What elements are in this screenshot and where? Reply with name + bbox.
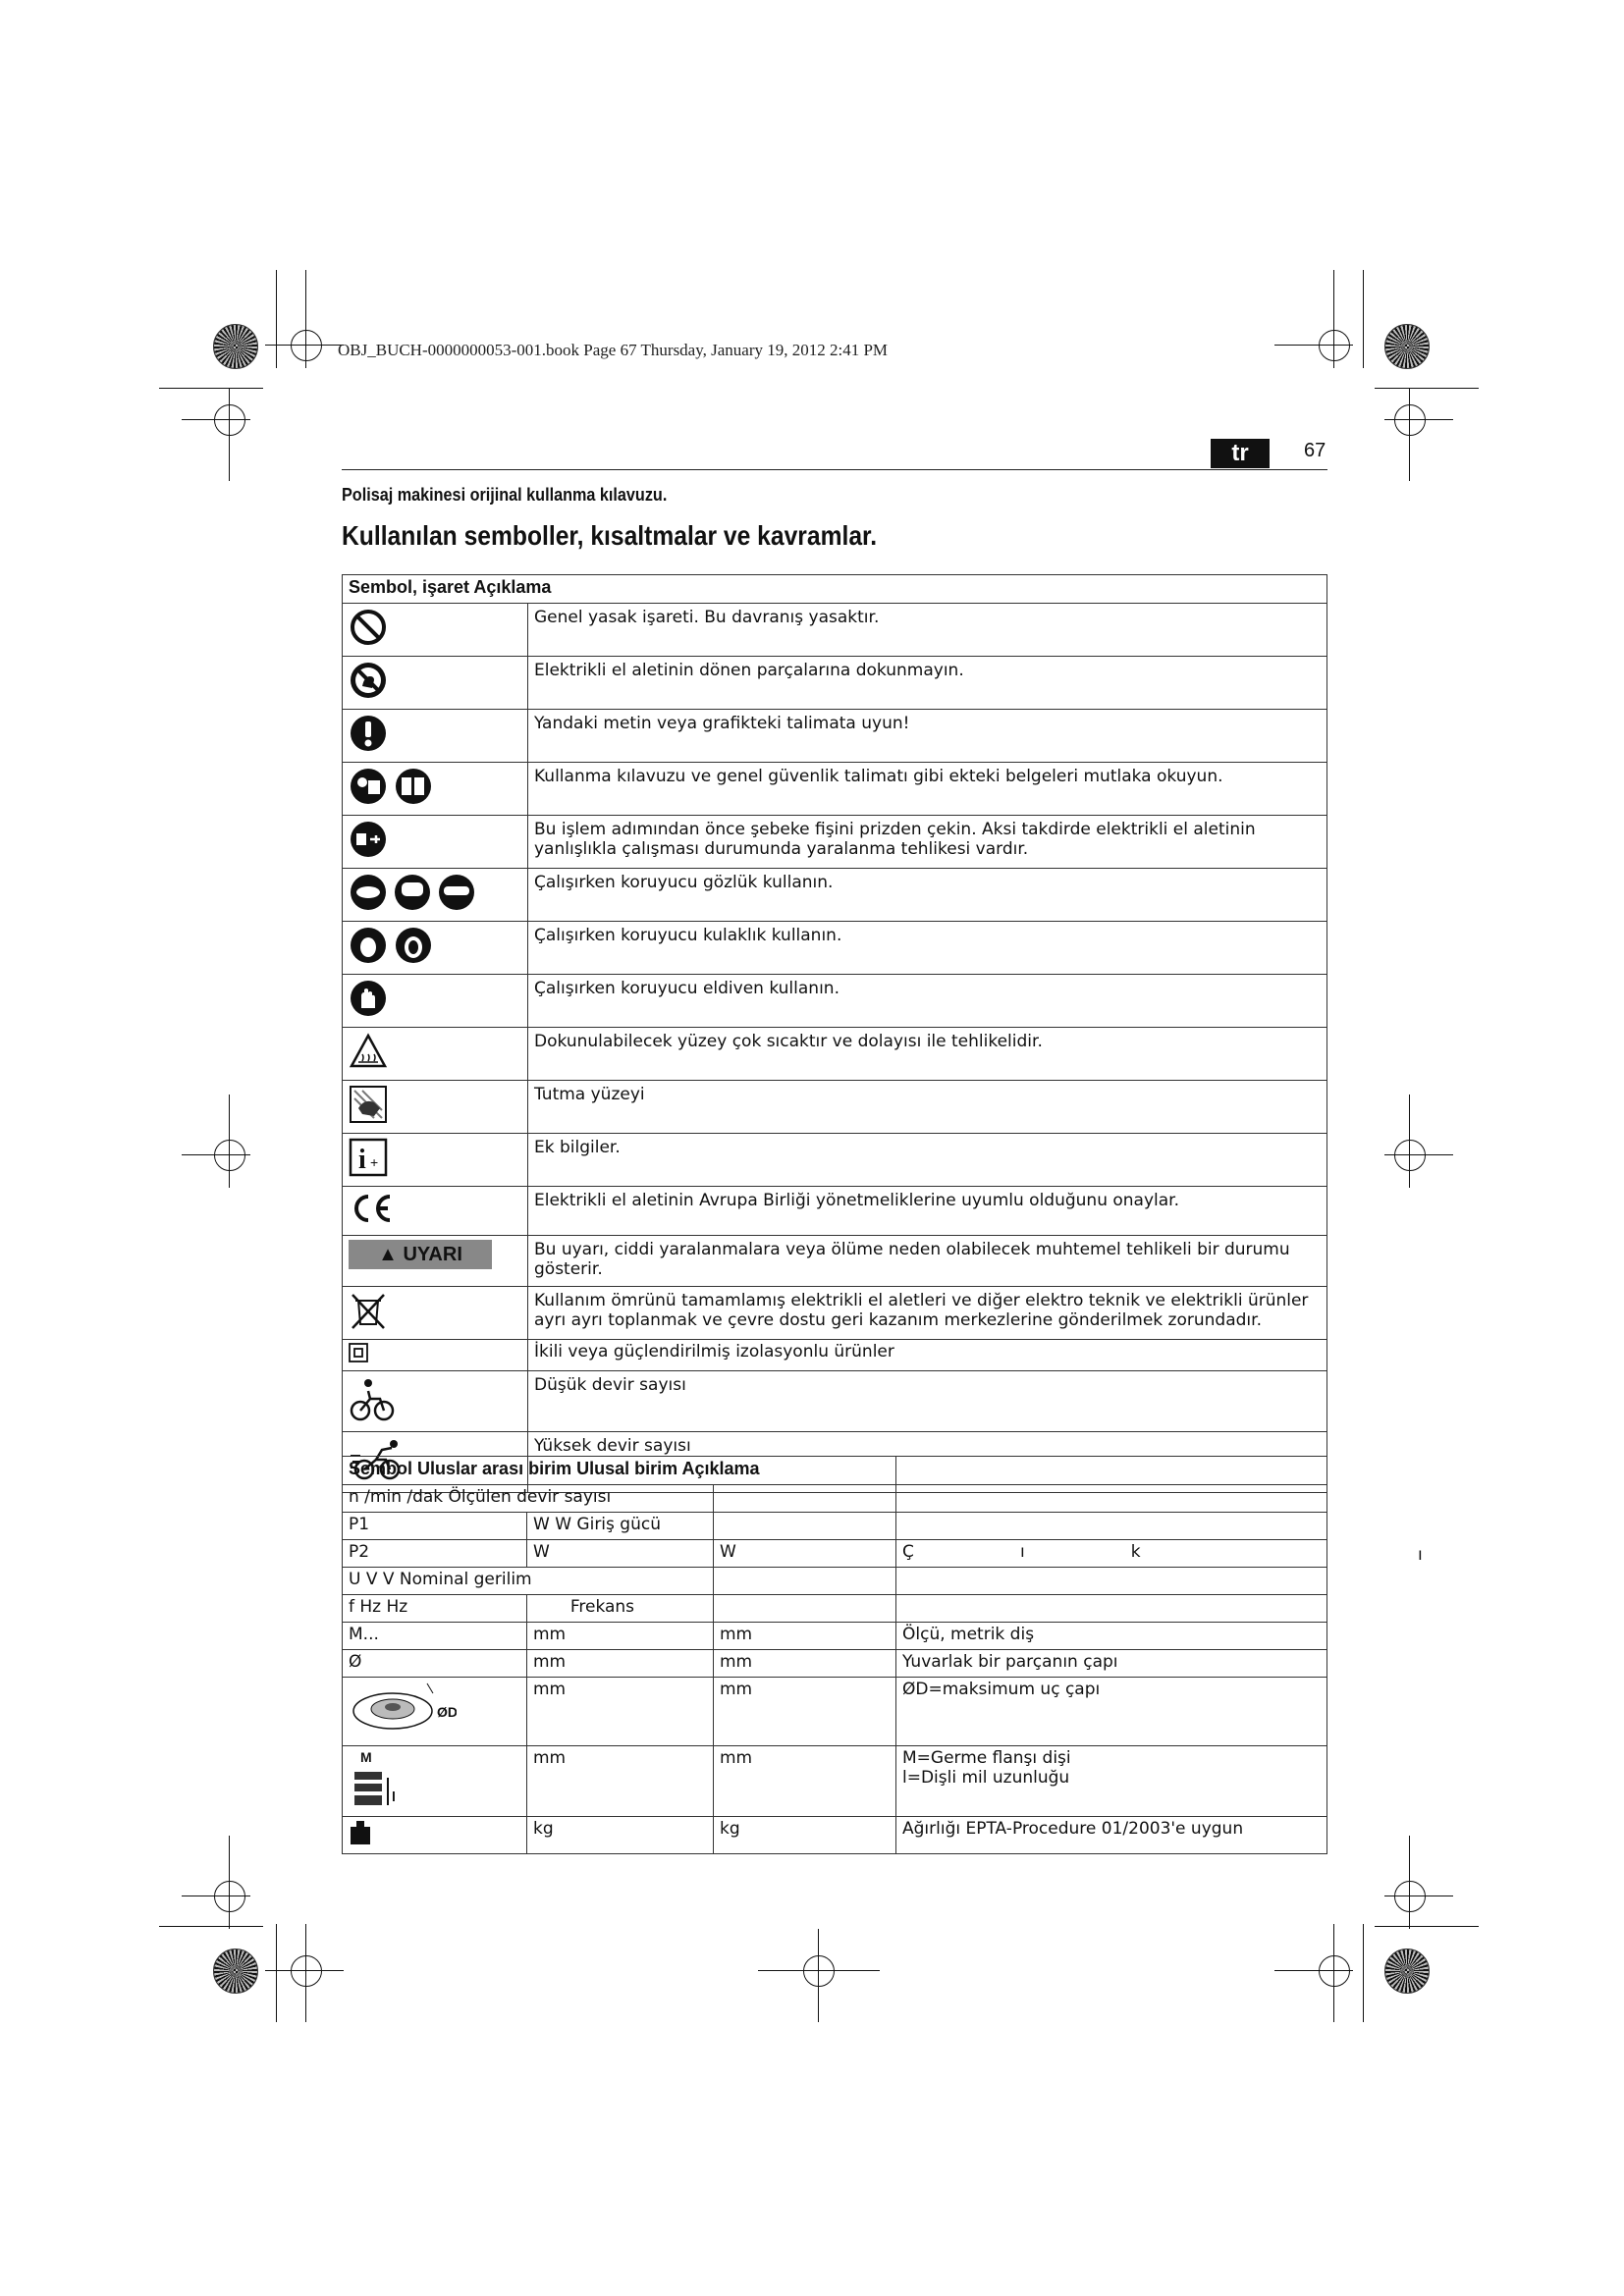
- symbol-description: Bu işlem adımından önce şebeke fişini prizden çekin. Aksi takdirde elektrikli el aletinin yanlışlıkla çalışması durumunda yaralanma tehlikesi vardır.: [528, 816, 1327, 869]
- double-insulation-icon: [349, 1343, 368, 1362]
- symbol-cell: [343, 1081, 528, 1134]
- units-table-cell: mm: [527, 1746, 714, 1817]
- units-table-cell: kg: [714, 1817, 896, 1854]
- language-badge: tr: [1211, 439, 1270, 468]
- units-table-cell: [714, 1513, 896, 1540]
- units-table-cell: ØD=maksimum uç çapı: [896, 1678, 1327, 1746]
- units-table-cell: Frekans: [527, 1595, 714, 1623]
- units-table-cell: [896, 1568, 1327, 1595]
- eye-protection-icon: [349, 873, 476, 912]
- units-table-cell: [896, 1513, 1327, 1540]
- units-table-cell: [343, 1817, 527, 1854]
- stray-mark: ı: [1418, 1545, 1423, 1565]
- registration-rosette-icon: [1384, 324, 1430, 369]
- prohibition-icon: [349, 608, 388, 647]
- symbol-description: Çalışırken koruyucu kulaklık kullanın.: [528, 922, 1327, 975]
- units-table-cell: Ağırlığı EPTA-Procedure 01/2003'e uygun: [896, 1817, 1327, 1854]
- ear-protection-icon: [349, 926, 437, 965]
- units-table-header: Sembol Uluslar arası birim Ulusal birim Açıklama: [343, 1457, 896, 1485]
- no-touch-rotating-icon: [349, 661, 388, 700]
- units-table-cell: mm: [714, 1623, 896, 1650]
- units-table-cell: Ölçü, metrik diş: [896, 1623, 1327, 1650]
- symbol-cell: [343, 922, 528, 975]
- symbol-description: Genel yasak işareti. Bu davranış yasaktır.: [528, 604, 1327, 657]
- symbol-description: Bu uyarı, ciddi yaralanmalara veya ölüme neden olabilecek muhtemel tehlikeli bir durumu gösterir.: [528, 1236, 1327, 1287]
- ce-mark-icon: [349, 1191, 396, 1226]
- section-title: Kullanılan semboller, kısaltmalar ve kavramlar.: [342, 520, 878, 551]
- symbols-table-header: Sembol, işaret Açıklama: [343, 575, 1327, 604]
- symbol-cell: [343, 975, 528, 1028]
- symbol-description: Tutma yüzeyi: [528, 1081, 1327, 1134]
- low-speed-icon: [349, 1375, 396, 1422]
- weee-bin-icon: [349, 1291, 388, 1330]
- symbol-description: Elektrikli el aletinin Avrupa Birliği yönetmeliklerine uyumlu olduğunu onaylar.: [528, 1187, 1327, 1236]
- units-table-cell: U V V Nominal gerilim: [343, 1568, 714, 1595]
- symbol-cell: [343, 1187, 528, 1236]
- warning-badge-label: UYARI: [403, 1244, 462, 1265]
- symbol-description: Dokunulabilecek yüzey çok sıcaktır ve dolayısı ile tehlikelidir.: [528, 1028, 1327, 1081]
- units-table-cell: [343, 1746, 527, 1817]
- units-table-cell: kg: [527, 1817, 714, 1854]
- symbol-cell: [343, 763, 528, 816]
- units-table-cell: [714, 1485, 896, 1513]
- units-table-cell: Ç ı k: [896, 1540, 1327, 1568]
- symbol-description: Ek bilgiler.: [528, 1134, 1327, 1187]
- units-table-cell: [714, 1568, 896, 1595]
- exclamation-icon: [349, 714, 388, 753]
- units-table-cell: [896, 1457, 1327, 1485]
- units-table-cell: mm: [714, 1746, 896, 1817]
- units-table-cell: f Hz Hz: [343, 1595, 527, 1623]
- units-table-cell: P2: [343, 1540, 527, 1568]
- svg-text:i: i: [358, 1145, 366, 1175]
- file-info-header: OBJ_BUCH-0000000053-001.book Page 67 Thursday, January 19, 2012 2:41 PM: [338, 341, 889, 359]
- units-table-cell: Yuvarlak bir parçanın çapı: [896, 1650, 1327, 1678]
- units-table-cell: mm: [714, 1650, 896, 1678]
- manual-subtitle: Polisaj makinesi orijinal kullanma kılavuzu.: [342, 485, 668, 505]
- symbol-cell: [343, 869, 528, 922]
- symbol-cell: [343, 657, 528, 710]
- units-table-cell: mm: [527, 1678, 714, 1746]
- units-table-cell: [714, 1595, 896, 1623]
- symbol-cell: [343, 1236, 528, 1287]
- unplug-icon: [349, 820, 388, 859]
- units-table-cell: M...: [343, 1623, 527, 1650]
- symbol-cell: [343, 1134, 528, 1187]
- units-table-cell: [896, 1485, 1327, 1513]
- gloves-icon: [349, 979, 388, 1018]
- units-table-cell: Ø: [343, 1650, 527, 1678]
- symbol-cell: [343, 1287, 528, 1340]
- symbol-description: Elektrikli el aletinin dönen parçalarına dokunmayın.: [528, 657, 1327, 710]
- units-table-cell: [896, 1595, 1327, 1623]
- svg-text:l: l: [392, 1789, 396, 1804]
- svg-text:M: M: [360, 1749, 372, 1765]
- symbol-description: Yüksek devir sayısı: [528, 1432, 1327, 1493]
- symbol-cell: [343, 816, 528, 869]
- registration-rosette-icon: [213, 324, 258, 369]
- units-table-cell: [343, 1678, 527, 1746]
- weight-icon: [349, 1819, 372, 1846]
- symbols-table: [342, 574, 1327, 1493]
- units-table-cell: mm: [527, 1623, 714, 1650]
- symbol-description: Yandaki metin veya grafikteki talimata uyun!: [528, 710, 1327, 763]
- symbol-description: Kullanma kılavuzu ve genel güvenlik talimatı gibi ekteki belgeleri mutlaka okuyun.: [528, 763, 1327, 816]
- symbol-description: Çalışırken koruyucu gözlük kullanın.: [528, 869, 1327, 922]
- symbol-description: İkili veya güçlendirilmiş izolasyonlu ürünler: [528, 1340, 1327, 1371]
- symbol-description: Çalışırken koruyucu eldiven kullanın.: [528, 975, 1327, 1028]
- svg-text:+: +: [370, 1154, 379, 1170]
- symbol-cell: [343, 710, 528, 763]
- header-rule: [342, 469, 1327, 470]
- disc-diameter-icon: [349, 1680, 457, 1738]
- units-table-cell: W: [714, 1540, 896, 1568]
- units-table-cell: mm: [527, 1650, 714, 1678]
- grip-surface-icon: [349, 1085, 388, 1124]
- registration-rosette-icon: [213, 1949, 258, 1994]
- units-table-cell: P1: [343, 1513, 527, 1540]
- info-icon: [349, 1138, 388, 1177]
- hot-surface-icon: [349, 1032, 388, 1071]
- units-table: [342, 1456, 1327, 1854]
- units-table-cell: n /min /dak Ölçülen devir sayısı: [343, 1485, 714, 1513]
- units-table-cell: W: [527, 1540, 714, 1568]
- units-table-cell: W W Giriş gücü: [527, 1513, 714, 1540]
- units-table-cell: mm: [714, 1678, 896, 1746]
- warning-badge: ▲ UYARI: [349, 1240, 492, 1269]
- read-manual-icon: [349, 767, 437, 806]
- page-number: 67: [1304, 440, 1326, 461]
- spindle-icon: [349, 1748, 417, 1809]
- symbol-cell: [343, 1371, 528, 1432]
- svg-text:ØD: ØD: [437, 1704, 457, 1720]
- symbol-cell: [343, 1028, 528, 1081]
- symbol-cell: [343, 604, 528, 657]
- symbol-description: Kullanım ömrünü tamamlamış elektrikli el aletleri ve diğer elektro teknik ve elektrikli ürünler ayrı ayrı toplanmak ve çevre dostu geri kazanım merkezlerine gönderilmek zorundadır.: [528, 1287, 1327, 1340]
- registration-rosette-icon: [1384, 1949, 1430, 1994]
- units-table-cell: M=Germe flanşı dişi l=Dişli mil uzunluğu: [896, 1746, 1327, 1817]
- symbol-cell: [343, 1340, 528, 1371]
- symbol-description: Düşük devir sayısı: [528, 1371, 1327, 1432]
